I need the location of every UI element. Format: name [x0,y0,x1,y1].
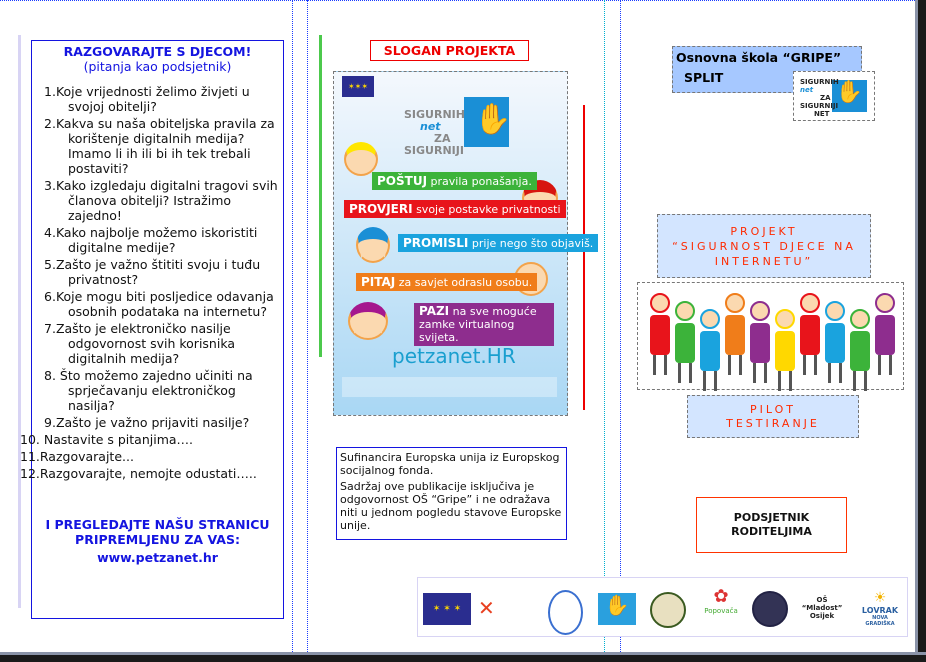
column-guide [620,0,621,652]
question-text: Koje vrijednosti želimo živjeti u svojoj obitelji? [55,84,250,114]
rule-keyword: PROMISLI [403,236,469,250]
question-text: Zašto je elektroničko nasilje odgovornost svih korisnika digitalnih medija? [55,321,236,366]
question-item [32,415,279,430]
child-face-icon [356,227,390,263]
child-face-icon [348,302,388,340]
margin-line [18,35,21,608]
child-face-icon [344,142,378,176]
green-line [319,35,322,357]
child-figure-icon [800,293,822,383]
website-invite-line2: PRIPREMLJENU ZA VAS: [75,532,240,547]
children-illustration[interactable] [637,282,904,390]
partner-logos-strip[interactable] [417,577,908,637]
question-text: Razgovarajte... [39,449,134,464]
funding-textbox[interactable] [336,447,567,540]
window-bottom-edge [0,652,926,662]
questions-textbox[interactable] [20,40,284,619]
column-guide [292,0,293,652]
website-invite [32,517,283,565]
child-figure-icon [775,309,797,399]
os-lovrak-logo: ☀ LOVRAK NOVA GRADIŠKA [858,590,902,632]
funding-text: Sufinancira Europska unija iz Europskog socijalnog fonda. [340,451,560,477]
pilot-label: PILOT [750,403,796,416]
rule-keyword: PAZI [419,304,450,318]
question-item [32,225,279,255]
question-item [32,84,279,114]
slogan-poster-image[interactable] [333,71,594,416]
rule-keyword: PROVJERI [349,202,413,216]
question-item [20,432,279,447]
question-item [32,368,279,413]
question-item [32,257,279,287]
question-number: 4. [44,225,56,240]
testing-label: TESTIRANJE [726,417,820,430]
poster-site: petzanet.HR [392,344,516,368]
project-label: PROJEKT [730,225,798,238]
rule-strip [344,200,566,218]
eu-flag-icon: ✶ ✶ ✶ [423,593,471,625]
logo-word: NET [814,110,830,118]
question-number: 7. [44,321,56,336]
rule-strip [372,172,537,190]
popovaca-label: Popovača [704,607,738,615]
question-text: Razgovarajte, nemojte odustati….. [39,466,257,481]
hko-logo-icon: ✕ [478,596,495,620]
logo-word: net [420,120,441,133]
child-figure-icon [650,293,672,383]
column-guide [307,0,308,652]
eu-flag-icon: ✶✶✶ [342,76,374,97]
question-item [32,289,279,319]
window-right-edge [915,0,926,662]
rule-strip [356,273,537,291]
os-veliki-bukovec-seal-icon [650,592,686,628]
question-item [32,116,279,176]
pilot-box[interactable] [687,395,859,438]
logo-text [404,109,465,157]
popovaca-logo: ✿ Popovača [704,586,738,615]
rule-keyword: PITAJ [361,275,396,289]
school-seal-icon [752,591,788,627]
child-figure-icon [700,309,722,399]
rule-keyword: POŠTUJ [377,174,428,188]
petzanet-logo-small[interactable] [793,71,875,121]
school-city: SPLIT [684,70,724,85]
question-text: Što možemo zajedno učiniti na sprječavanju elektroničkog nasilja? [55,368,253,413]
rlp-logo-icon [548,590,583,635]
reminder-line1: PODSJETNIK [733,511,810,524]
poster-sponsor-logos [342,377,557,397]
school-name: Osnovna škola “GRIPE” [676,50,842,65]
rule-text: za savjet odraslu osobu. [395,276,533,289]
lovrak-label: LOVRAK [861,606,899,615]
red-line [583,105,585,410]
question-number: 1. [44,84,56,99]
child-figure-icon [725,293,747,383]
questions-subtitle: (pitanja kao podsjetnik) [83,59,232,74]
question-text: Nastavite s pitanjima…. [39,432,194,447]
question-number: 2. [44,116,56,131]
question-number: 10. [20,432,40,447]
logo-word: SIGURNIH [800,78,839,86]
child-figure-icon [750,301,772,391]
question-item [32,321,279,366]
column-guide [604,0,605,652]
logo-word: SIGURNIJI [800,102,839,110]
question-text: Kako najbolje možemo iskoristiti digitalne medije? [55,225,258,255]
reminder-line2: RODITELJIMA [731,525,812,538]
child-figure-icon [675,301,697,391]
question-number: 12. [20,466,40,481]
website-invite-line1: I PREGLEDAJTE NAŠU STRANICU [45,517,270,532]
question-number: 8. [44,368,56,383]
rule-text: pravila ponašanja. [427,175,532,188]
logo-word: ZA [434,132,451,145]
question-number: 5. [44,257,56,272]
child-figure-icon [825,301,847,391]
question-text: Kako izgledaju digitalni tragovi svih članova obitelji? Istražimo zajedno! [55,178,278,223]
question-item [20,449,279,464]
reminder-title-box[interactable] [696,497,847,553]
website-url[interactable]: www.petzanet.hr [97,550,218,565]
questions-list [20,84,283,481]
child-figure-icon [875,293,897,383]
rule-text: svoje postavke privatnosti [412,203,561,216]
project-name: “SIGURNOST DJECE NA INTERNETU” [672,240,856,268]
project-title-box[interactable] [657,214,871,278]
logo-word: SIGURNIJI [404,144,464,157]
petzanet-hand-icon: ✋ [598,593,636,625]
question-number: 9. [44,415,56,430]
petzanet-logo [404,87,514,162]
logo-text [800,78,839,118]
os-mladost-label: OŠ “Mladost” Osijek [801,596,843,620]
question-text: Zašto je važno štititi svoju i tuđu privatnost? [55,257,261,287]
lovrak-sub: NOVA GRADIŠKA [865,615,895,627]
page-top-guide [0,0,915,1]
hand-icon: ✋ [464,97,509,147]
hand-icon: ✋ [832,80,867,112]
rule-strip [398,234,598,252]
question-item [32,178,279,223]
disclaimer-text: Sadržaj ove publikacije isključiva je odgovornost OŠ “Gripe” i ne odražava niti u jednom pogledu stavove Europske unije. [340,480,562,532]
question-item [20,466,279,481]
question-number: 3. [44,178,56,193]
rule-text: prije nego što objaviš. [468,237,594,250]
rule-strip [414,303,554,346]
question-text: Kakva su naša obiteljska pravila za korištenje digitalnih medija? Imamo li ih ili bi ih tek trebali postaviti? [55,116,275,176]
question-number: 11. [20,449,40,464]
rule-text: na sve moguće zamke virtualnog svijeta. [419,305,537,344]
child-figure-icon [850,309,872,399]
slogan-title[interactable]: SLOGAN PROJEKTA [370,40,529,61]
question-text: Zašto je važno prijaviti nasilje? [55,415,250,430]
questions-title: RAZGOVARAJTE S DJECOM! [63,44,252,59]
logo-word: ZA [820,94,831,102]
logo-word: net [800,86,814,94]
question-number: 6. [44,289,56,304]
logo-word: SIGURNIH [404,108,465,121]
question-text: Koje mogu biti posljedice odavanja osobnih podataka na internetu? [55,289,274,319]
